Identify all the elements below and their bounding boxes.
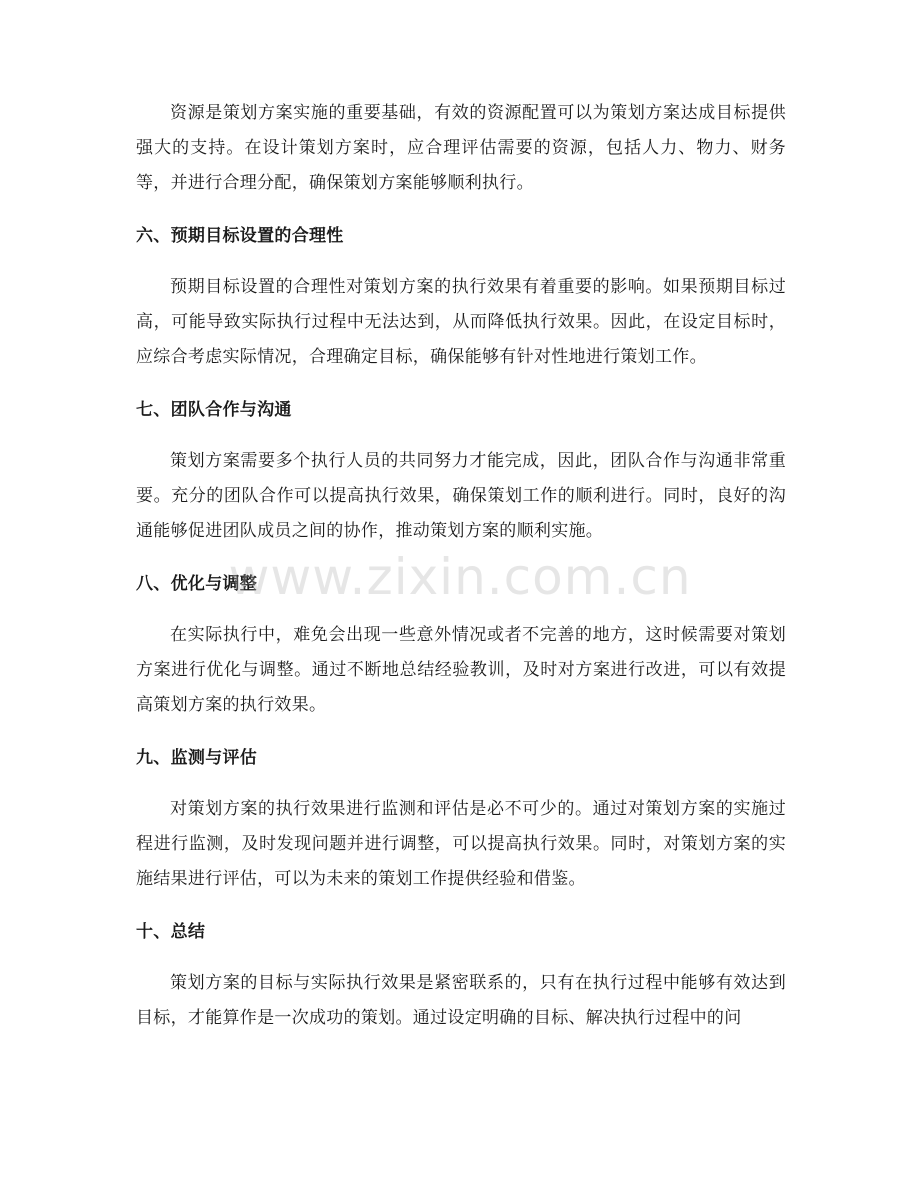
section-heading-7: 七、团队合作与沟通: [136, 400, 292, 420]
section-heading-6: 六、预期目标设置的合理性: [136, 226, 344, 246]
section-body-9: 对策划方案的执行效果进行监测和评估是必不可少的。通过对策划方案的实施过程进行监测，及时发现问题并进行调整，可以提高执行效果。同时，对策划方案的实施结果进行评估，可以为未来的策划工作提供经验和借鉴。: [136, 799, 786, 889]
document-content: [136, 96, 786, 1036]
section-body-7: 策划方案需要多个执行人员的共同努力才能完成，因此，团队合作与沟通非常重要。充分的团队合作可以提高执行效果，确保策划工作的顺利进行。同时，良好的沟通能够促进团队成员之间的协作，推动策划方案的顺利实施。: [136, 451, 786, 541]
section-body-8: 在实际执行中，难免会出现一些意外情况或者不完善的地方，这时候需要对策划方案进行优化与调整。通过不断地总结经验教训，及时对方案进行改进，可以有效提高策划方案的执行效果。: [136, 625, 786, 715]
section-heading-8: 八、优化与调整: [136, 574, 258, 594]
section-heading-9: 九、监测与评估: [136, 748, 258, 768]
watermark-text: www.zixin.com.cn: [228, 548, 692, 606]
intro-paragraph: 资源是策划方案实施的重要基础，有效的资源配置可以为策划方案达成目标提供强大的支持。在设计策划方案时，应合理评估需要的资源，包括人力、物力、财务等，并进行合理分配，确保策划方案能够顺利执行。: [136, 103, 786, 193]
section-body-6: 预期目标设置的合理性对策划方案的执行效果有着重要的影响。如果预期目标过高，可能导致实际执行过程中无法达到，从而降低执行效果。因此，在设定目标时，应综合考虑实际情况，合理确定目标，确保能够有针对性地进行策划工作。: [136, 277, 786, 367]
section-body-10: 策划方案的目标与实际执行效果是紧密联系的，只有在执行过程中能够有效达到目标，才能算作是一次成功的策划。通过设定明确的目标、解决执行过程中的问: [136, 973, 786, 1028]
section-heading-10: 十、总结: [136, 922, 206, 942]
